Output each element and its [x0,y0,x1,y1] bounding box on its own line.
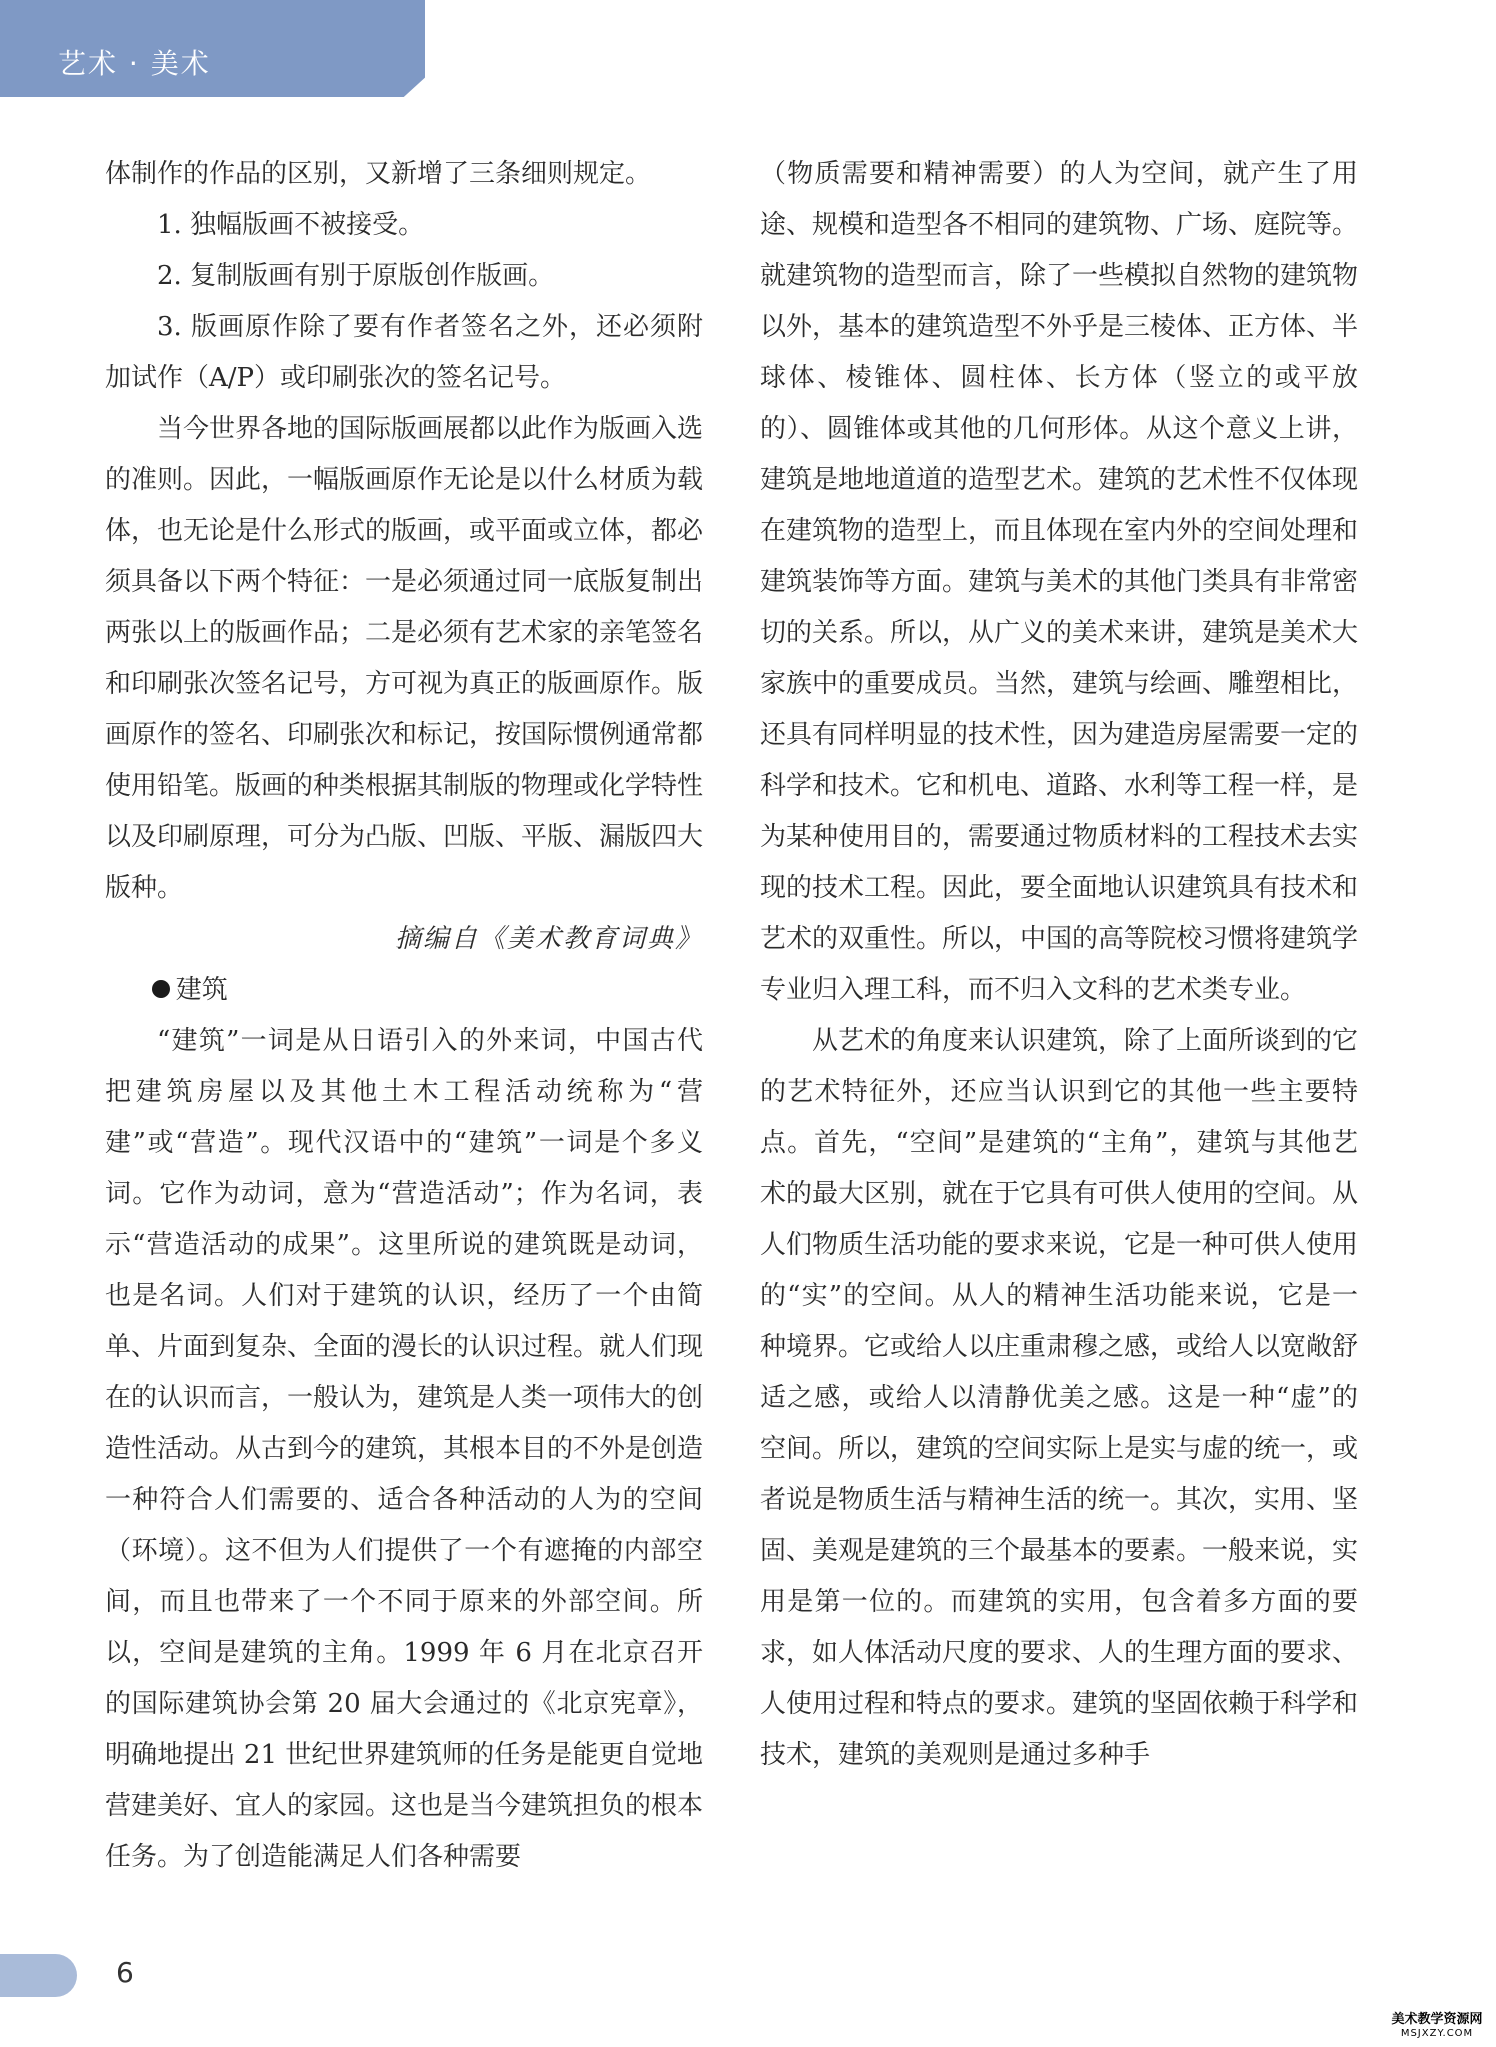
rule-item: 1. 独幅版画不被接受。 [157,210,425,240]
section-title: 艺术 · 美术 [58,47,211,80]
page-tab [0,1954,77,1997]
paragraph: “建筑”一词是从日语引入的外来词，中国古代把建筑房屋以及其他土木工程活动统称为“营建”或“营造”。现代汉语中的“建筑”一词是个多义词。它作为动词，意为“营造活动”；作为名词，表示“营造活动的成果”。这里所说的建筑既是动词，也是名词。人们对于建筑的认识，经历了一个由简单、片面到复杂、全面的漫长的认识过程。就人们现在的认识而言，一般认为，建筑是人类一项伟大的创造性活动。从古到今的建筑，其根本目的不外是创造一种符合人们需要的、适合各种活动的人为的空间（环境）。这不但为人们提供了一个有遮掩的内部空间，而且也带来了一个不同于原来的外部空间。所以，空间是建筑的主角。1999 年 6 月在北京召开的国际建筑协会第 20 届大会通过的《北京宪章》，明确地提出 21 世纪世界建筑师的任务是能更自觉地营建美好、宜人的家园。这也是当今建筑担负的根本任务。为了创造能满足人们各种需要 [105,1026,704,1872]
watermark-url: MSJXZY.COM [1400,2028,1474,2039]
paragraph: （物质需要和精神需要）的人为空间，就产生了用途、规模和造型各不相同的建筑物、广场、庭院等。就建筑物的造型而言，除了一些模拟自然物的建筑物以外，基本的建筑造型不外乎是三棱体、正方体、半球体、棱锥体、圆柱体、长方体（竖立的或平放的）、圆锥体或其他的几何形体。从这个意义上讲，建筑是地地道道的造型艺术。建筑的艺术性不仅体现在建筑物的造型上，而且体现在室内外的空间处理和建筑装饰等方面。建筑与美术的其他门类具有非常密切的关系。所以，从广义的美术来讲，建筑是美术大家族中的重要成员。当然，建筑与绘画、雕塑相比，还具有同样明显的技术性，因为建造房屋需要一定的科学和技术。它和机电、道路、水利等工程一样，是为某种使用目的，需要通过物质材料的工程技术去实现的技术工程。因此，要全面地认识建筑具有技术和艺术的双重性。所以，中国的高等院校习惯将建筑学专业归入理工科，而不归入文科的艺术类专业。 [760,159,1359,1005]
heading-label: 建筑 [175,975,228,1005]
watermark [1382,2013,1492,2041]
rule-item: 2. 复制版画有别于原版创作版画。 [157,261,555,291]
paragraph: 体制作的作品的区别，又新增了三条细则规定。 [105,159,652,189]
source-citation: 摘编自《美术教育词典》 [394,924,703,954]
paragraph: 当今世界各地的国际版画展都以此作为版画入选的准则。因此，一幅版画原作无论是以什么材质为载体，也无论是什么形式的版画，或平面或立体，都必须具备以下两个特征：一是必须通过同一底版复制出两张以上的版画作品；二是必须有艺术家的亲笔签名和印刷张次签名记号，方可视为真正的版画原作。版画原作的签名、印刷张次和标记，按国际惯例通常都使用铅笔。版画的种类根据其制版的物理或化学特性以及印刷原理，可分为凸版、凹版、平版、漏版四大版种。 [105,414,704,903]
paragraph: 从艺术的角度来认识建筑，除了上面所谈到的它的艺术特征外，还应当认识到它的其他一些主要特点。首先，“空间”是建筑的“主角”，建筑与其他艺术的最大区别，就在于它具有可供人使用的空间。从人们物质生活功能的要求来说，它是一种可供人使用的“实”的空间。从人的精神生活功能来说，它是一种境界。它或给人以庄重肃穆之感，或给人以宽敞舒适之感，或给人以清静优美之感。这是一种“虚”的空间。所以，建筑的空间实际上是实与虚的统一，或者说是物质生活与精神生活的统一。其次，实用、坚固、美观是建筑的三个最基本的要素。一般来说，实用是第一位的。而建筑的实用，包含着多方面的要求，如人体活动尺度的要求、人的生理方面的要求、人使用过程和特点的要求。建筑的坚固依赖于科学和技术，建筑的美观则是通过多种手 [760,1026,1359,1770]
watermark-title: 美术教学资源网 [1391,2012,1483,2027]
right-column [760,149,1358,1781]
bullet-icon [152,980,170,998]
left-column [105,149,703,1883]
page-number: 6 [116,1956,134,1989]
rule-item: 3. 版画原作除了要有作者签名之外，还必须附加试作（A/P）或印刷张次的签名记号。 [105,312,703,393]
section-heading [105,965,703,1016]
